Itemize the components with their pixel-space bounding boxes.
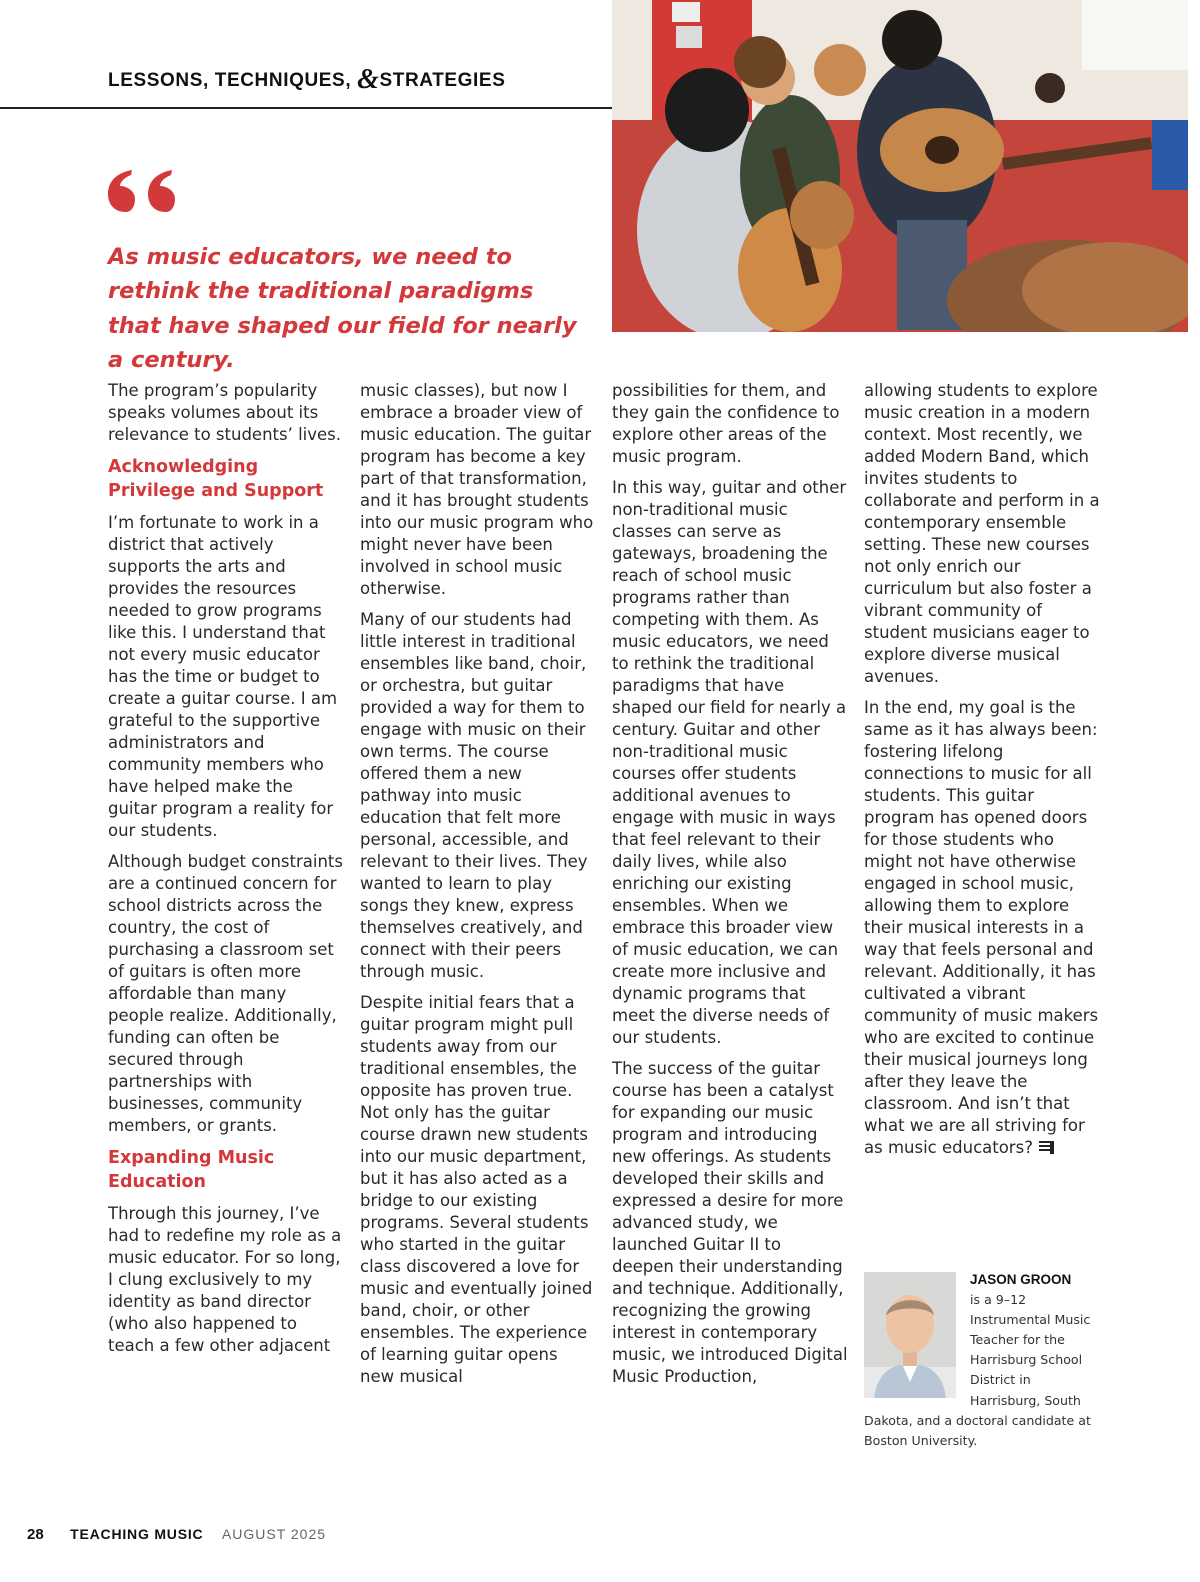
classroom-guitar-photo [612,0,1188,332]
page-number: 28 [27,1526,44,1543]
section-label-post: STRATEGIES [379,70,506,91]
article-column-3 [612,380,848,1397]
pull-quote: As music educators, we need to rethink the traditional paradigms that have shaped our field for nearly a century. [108,244,577,374]
paragraph: allowing students to explore music creation in a modern context. Most recently, we added Modern Band, which invites students to collaborate and perform in a contemporary ensemble setting. These new courses not only enrich our curriculum but also foster a vibrant community of student musicians eager to explore diverse musical avenues. [864,381,1100,686]
issue-date: AUGUST 2025 [221,1526,327,1542]
paragraph [864,697,1104,1159]
open-quote-icon [106,160,188,214]
author-name: JASON GROON [970,1272,1072,1287]
paragraph: In this way, guitar and other non-traditional music classes can serve as gateways, broadening the reach of school music programs rather than competing with them. As music educators, we need to rethink the traditional paradigms that have shaped our field for nearly a century. Guitar and other non-traditional music courses offer students additional avenues to engage with music in ways that feel relevant to their daily lives, while also enriching our existing ensembles. When we embrace this broader view of music education, we can create more inclusive and dynamic programs that meet the diverse needs of our students. [612,478,847,1047]
paragraph: Through this journey, I’ve had to redefine my role as a music educator. For so long, I clung exclusively to my identity as band director (who also happened to teach a few other adjacent [108,1204,342,1355]
article-column-4 [864,380,1104,1168]
author-bio [864,1270,1104,1451]
header-rule [0,107,612,109]
section-label-ampersand: & [357,64,380,95]
closing-text: In the end, my goal is the same as it has always been: fostering lifelong connections to music for all students. This guitar program has opened doors for those students who might not have otherwise engaged in school music, allowing them to explore their musical interests in a way that feels personal and relevant. Additionally, it has cultivated a vibrant community of music makers who are excited to continue their musical journeys long after they leave the classroom. And isn’t that what we are all striving for as music educators? [864,698,1099,1157]
magazine-title: TEACHING MUSIC [70,1526,204,1542]
subheading-acknowledging-privilege: Acknowledging Privilege and Support [108,457,324,501]
article-column-1 [108,380,344,1366]
paragraph: I’m fortunate to work in a district that actively supports the arts and provides the resources needed to grow programs like this. I understand that not every music educator has the time or budget to create a guitar course. I am grateful to the supportive administrators and community members who have helped make the guitar program a reality for our students. [108,513,338,840]
paragraph: music classes), but now I embrace a broader view of music education. The guitar program has become a key part of that transformation, and it has brought students into our music program who might never have been involved in school music otherwise. [360,381,594,598]
section-label [108,64,505,96]
author-photo [864,1272,956,1398]
paragraph: The success of the guitar course has been a catalyst for expanding our music program and introducing new offerings. As students developed their skills and expressed a desire for more advanced study, we launched Guitar II to deepen their understanding and technique. Additionally, recognizing the growing interest in contemporary music, we introduced Digital Music Production, [612,1059,848,1386]
paragraph: Despite initial fears that a guitar program might pull students away from our traditional ensembles, the opposite has proven true. Not only has the guitar course drawn new students into our music department, but it has also acted as a bridge to our existing programs. Several students who started in the guitar class discovered a love for music and eventually joined band, choir, or other ensembles. The experience of learning guitar opens new musical [360,993,593,1386]
end-mark-icon [1039,1141,1054,1154]
paragraph: Many of our students had little interest in traditional ensembles like band, choir, or orchestra, but guitar provided a way for them to engage with music on their own terms. The course offered them a new pathway into music education that felt more personal, accessible, and relevant to their lives. They wanted to learn to play songs they knew, express themselves creatively, and connect with their peers through music. [360,610,588,981]
subheading-expanding-music-education: Expanding Music Education [108,1148,275,1192]
paragraph: possibilities for them, and they gain the confidence to explore other areas of the music program. [612,381,840,466]
section-label-pre: LESSONS, TECHNIQUES, [108,70,352,91]
paragraph: Although budget constraints are a continued concern for school districts across the country, the cost of purchasing a classroom set of guitars is often more affordable than many people realize. Additionally, funding can often be secured through partnerships with businesses, community members, or grants. [108,852,343,1135]
article-column-2 [360,380,596,1397]
page-footer [27,1526,326,1543]
author-description: is a 9–12 Instrumental Music Teacher for the Harrisburg School District in Harrisburg, South Dakota, and a doctoral candidate at Boston University. [864,1292,1091,1448]
paragraph: The program’s popularity speaks volumes about its relevance to students’ lives. [108,381,342,444]
